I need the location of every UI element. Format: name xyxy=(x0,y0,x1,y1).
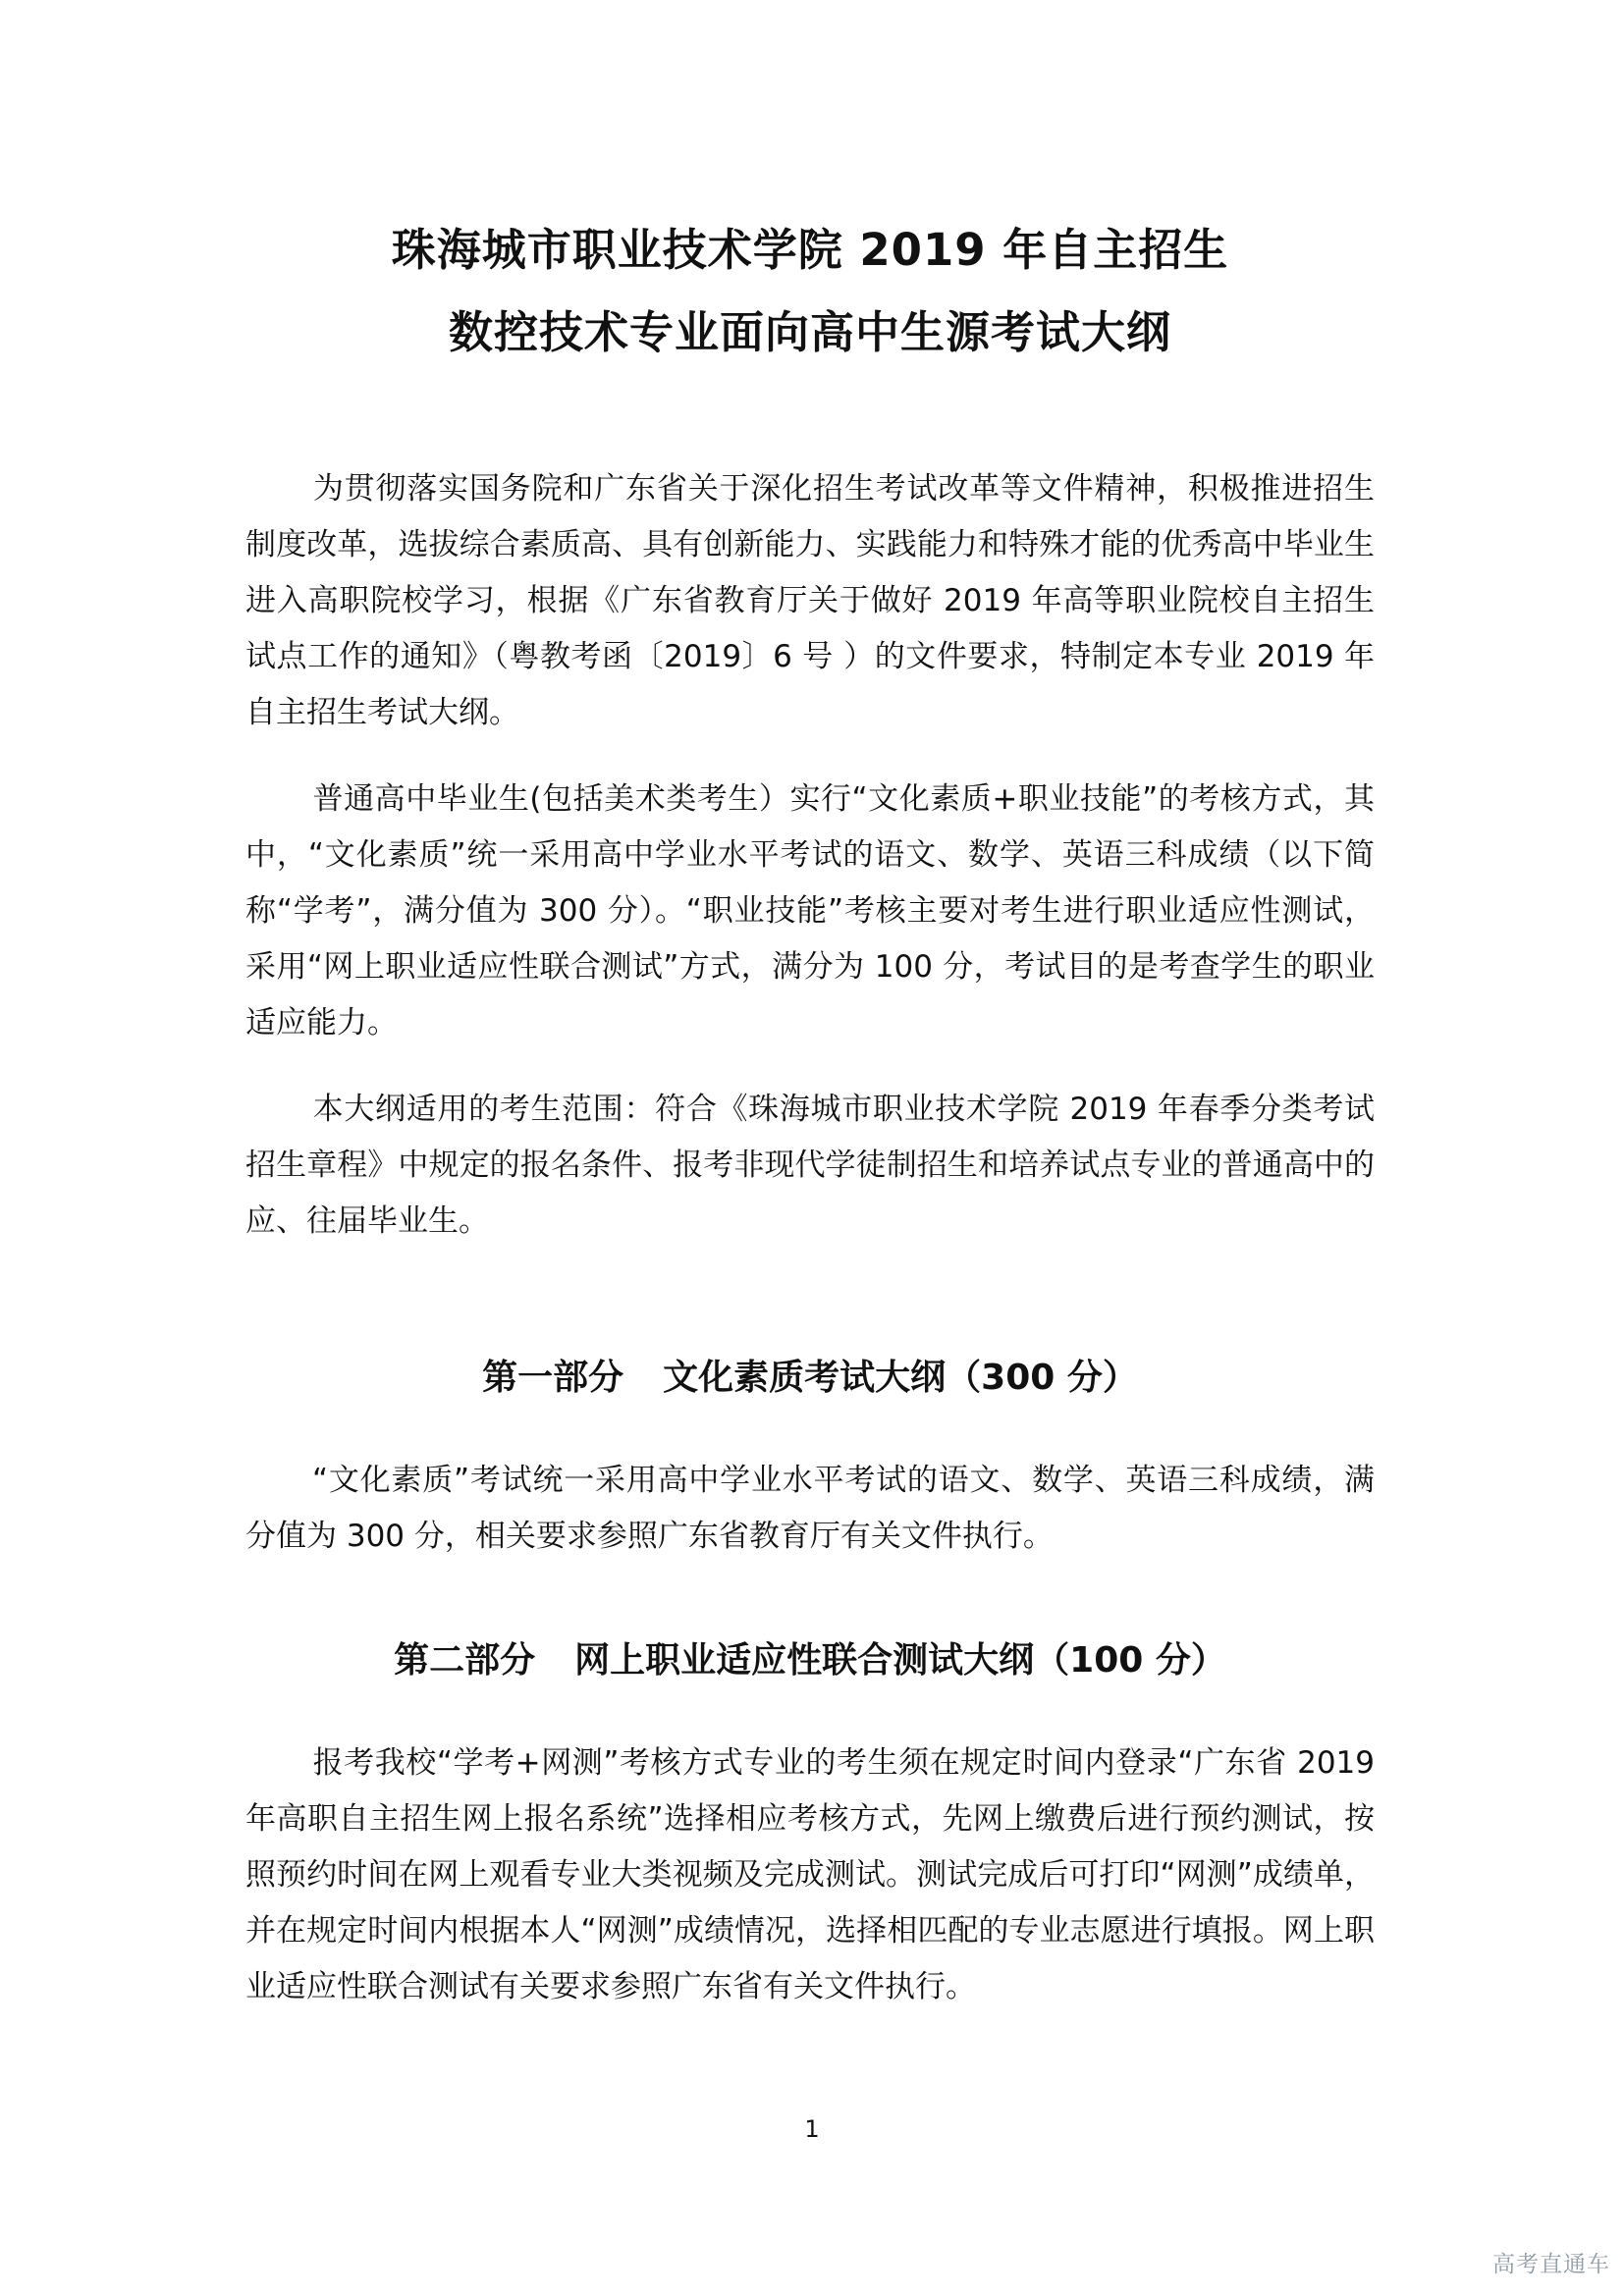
scope-paragraph xyxy=(245,1082,1375,1250)
section-1-part-label: 第一部分 xyxy=(482,1358,624,1398)
section-2-heading xyxy=(245,1632,1375,1682)
document-title-line-2: 数控技术专业面向高中生源考试大纲 xyxy=(448,306,1171,358)
scope-paragraph-text: 本大纲适用的考生范围：符合《珠海城市职业技术学院 2019 年春季分类考试招生章程》中规定的报名条件、报考非现代学徒制招生和培养试点专业的普通高中的应、往届毕业生。 xyxy=(245,1092,1375,1239)
section-2-paragraph xyxy=(245,1735,1375,2015)
section-1-title: 文化素质考试大纲（300 分） xyxy=(663,1358,1138,1398)
section-2-title: 网上职业适应性联合测试大纲（100 分） xyxy=(574,1640,1226,1681)
document-title-line-1: 珠海城市职业技术学院 2019 年自主招生 xyxy=(391,224,1229,276)
section-1-heading xyxy=(245,1350,1375,1400)
assessment-paragraph xyxy=(245,772,1375,1051)
intro-paragraph-text: 为贯彻落实国务院和广东省关于深化招生考试改革等文件精神，积极推进招生制度改革，选拔综合素质高、具有创新能力、实践能力和特殊才能的优秀高中毕业生进入高职院校学习，根据《广东省教育厅关于做好 2019 年高等职业院校自主招生试点工作的通知》（粤教考函〔2019〕6 号 ）的文件要求，特制定本专业 2019 年自主招生考试大纲。 xyxy=(245,471,1375,730)
page-number: 1 xyxy=(804,2115,820,2143)
section-2-part-label: 第二部分 xyxy=(394,1640,536,1681)
section-2-paragraph-text: 报考我校“学考+网测”考核方式专业的考生须在规定时间内登录“广东省 2019 年高职自主招生网上报名系统”选择相应考核方式，先网上缴费后进行预约测试，按照预约时间在网上观看专业大类视频及完成测试。测试完成后可打印“网测”成绩单，并在规定时间内根据本人“网测”成绩情况，选择相匹配的专业志愿进行填报。网上职业适应性联合测试有关要求参照广东省有关文件执行。 xyxy=(245,1745,1375,2004)
section-1-paragraph xyxy=(245,1453,1375,1565)
intro-paragraph xyxy=(245,461,1375,741)
section-1-paragraph-text: “文化素质”考试统一采用高中学业水平考试的语文、数学、英语三科成绩，满分值为 300 分，相关要求参照广东省教育厅有关文件执行。 xyxy=(245,1463,1375,1554)
assessment-paragraph-text: 普通高中毕业生(包括美术类考生）实行“文化素质+职业技能”的考核方式，其中，“文化素质”统一采用高中学业水平考试的语文、数学、英语三科成绩（以下简称“学考”，满分值为 300 分）。“职业技能”考核主要对考生进行职业适应性测试，采用“网上职业适应性联合测试”方式，满分为 100 分，考试目的是考查学生的职业适应能力。 xyxy=(245,781,1375,1041)
watermark: 高考直通车 xyxy=(1492,2252,1610,2277)
